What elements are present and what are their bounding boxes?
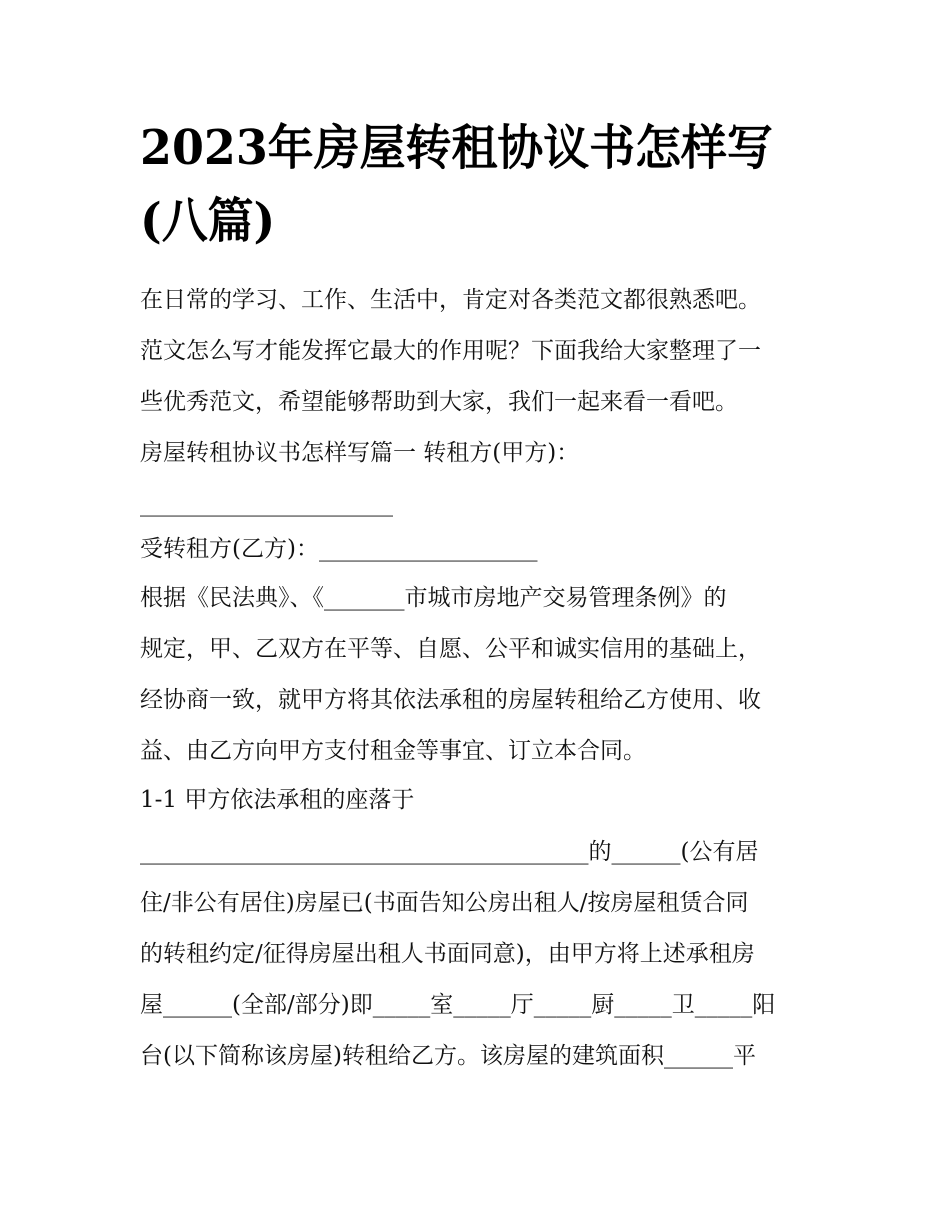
paragraph-line: 根据《民法典》、《_______市城市房地产交易管理条例》的 <box>140 585 727 611</box>
paragraph-line: 范文怎么写才能发挥它最大的作用呢？下面我给大家整理了一 <box>140 338 761 364</box>
paragraph-line: 的转租约定/征得房屋出租人书面同意)，由甲方将上述承租房 <box>140 941 755 967</box>
paragraph-line: 经协商一致，就甲方将其依法承租的房屋转租给乙方使用、收 <box>140 687 761 713</box>
paragraph-line: 些优秀范文，希望能够帮助到大家，我们一起来看一看吧。 <box>140 389 738 415</box>
paragraph-line: 屋______(全部/部分)即_____室_____厅_____厨_____卫_____阳 <box>140 992 776 1018</box>
paragraph-line: 台(以下简称该房屋)转租给乙方。该房屋的建筑面积______平 <box>140 1043 756 1069</box>
paragraph-line: 受转租方(乙方)：___________________ <box>140 536 538 562</box>
document-title <box>140 112 830 258</box>
section-heading-line: 房屋转租协议书怎样写篇一 转租方(甲方)： <box>140 440 580 466</box>
title-line-1: 2023年房屋转租协议书怎样写 <box>140 120 773 176</box>
paragraph-line: 规定，甲、乙双方在平等、自愿、公平和诚实信用的基础上， <box>140 636 761 662</box>
paragraph-line: _______________________________________的______(公有居 <box>140 839 759 865</box>
title-line-2: (八篇) <box>140 193 276 249</box>
paragraph-line: 益、由乙方向甲方支付租金等事宜、订立本合同。 <box>140 738 646 764</box>
blank-fill-line: ______________________ <box>140 491 393 517</box>
clause-line: 1-1 甲方依法承租的座落于 <box>140 787 415 813</box>
paragraph-line: 住/非公有居住)房屋已(书面告知公房出租人/按房屋租赁合同 <box>140 890 749 916</box>
paragraph-line: 在日常的学习、工作、生活中，肯定对各类范文都很熟悉吧。 <box>140 287 761 313</box>
